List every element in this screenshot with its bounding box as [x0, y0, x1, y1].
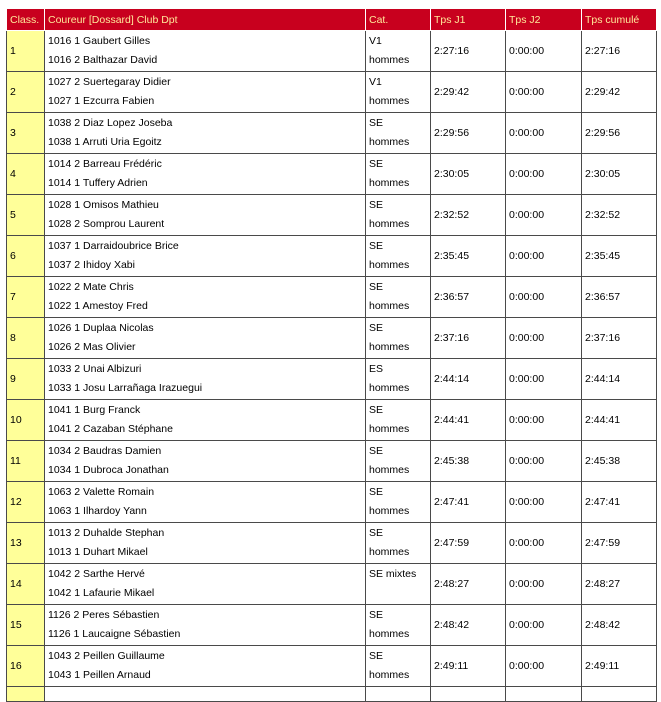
time-day2-cell: 0:00:00: [506, 277, 582, 318]
category-cell: [366, 523, 431, 564]
header-time-total: Tps cumulé: [582, 9, 657, 31]
table-row: [7, 400, 657, 441]
category-line-1: SE: [369, 609, 384, 621]
runner-2: 1014 1 Tuffery Adrien: [48, 177, 148, 189]
time-day1-cell: 2:48:27: [431, 564, 506, 605]
runner-2: 1033 1 Josu Larrañaga Irazuegui: [48, 382, 203, 394]
category-line-1: SE: [369, 445, 384, 457]
time-day2-cell: 0:00:00: [506, 236, 582, 277]
runners-cell: [45, 236, 366, 277]
results-body: [7, 31, 657, 702]
runner-2: 1043 1 Peillen Arnaud: [48, 669, 151, 681]
category-line-1: SE: [369, 322, 384, 334]
category-cell: [366, 195, 431, 236]
table-row: [7, 523, 657, 564]
runner-2: 1027 1 Ezcurra Fabien: [48, 95, 155, 107]
table-row: [7, 31, 657, 72]
category-line-2: hommes: [369, 136, 410, 148]
time-total-cell: 2:29:42: [582, 72, 657, 113]
category-line-1: SE: [369, 404, 384, 416]
time-total-cell: 2:27:16: [582, 31, 657, 72]
category-cell: [366, 154, 431, 195]
time-day2-cell: 0:00:00: [506, 195, 582, 236]
runner-1: 1038 2 Diaz Lopez Joseba: [48, 117, 173, 129]
table-row: [7, 605, 657, 646]
time-day1-cell: 2:27:16: [431, 31, 506, 72]
time-total-cell: 2:45:38: [582, 441, 657, 482]
runners-cell: [45, 400, 366, 441]
table-row: [7, 318, 657, 359]
category-cell: [366, 236, 431, 277]
runner-1: 1034 2 Baudras Damien: [48, 445, 162, 457]
rank-cell: 11: [7, 441, 45, 482]
time-day1-cell: 2:47:41: [431, 482, 506, 523]
time-day1-cell: 2:47:59: [431, 523, 506, 564]
category-line-1: V1: [369, 76, 382, 88]
time-day1-cell: 2:29:42: [431, 72, 506, 113]
category-line-1: SE: [369, 527, 384, 539]
runners-cell: [45, 605, 366, 646]
category-line-2: hommes: [369, 505, 410, 517]
category-cell: [366, 359, 431, 400]
table-row-partial: [7, 687, 657, 702]
category-line-1: SE: [369, 117, 384, 129]
time-day2-cell: 0:00:00: [506, 154, 582, 195]
header-time-day1: Tps J1: [431, 9, 506, 31]
results-table: [6, 8, 657, 702]
table-row: [7, 236, 657, 277]
time-day1-cell: 2:45:38: [431, 441, 506, 482]
runners-cell: [45, 154, 366, 195]
time-day2-cell: 0:00:00: [506, 359, 582, 400]
runner-1: 1042 2 Sarthe Hervé: [48, 568, 145, 580]
time-day2-cell: 0:00:00: [506, 564, 582, 605]
time-day1-cell: 2:44:14: [431, 359, 506, 400]
runner-2: 1042 1 Lafaurie Mikael: [48, 587, 155, 599]
category-line-2: hommes: [369, 382, 410, 394]
time-day1-cell: 2:32:52: [431, 195, 506, 236]
time-total-cell: 2:49:11: [582, 646, 657, 687]
time-day1-cell: 2:44:41: [431, 400, 506, 441]
time-total-cell: 2:35:45: [582, 236, 657, 277]
runner-2: 1034 1 Dubroca Jonathan: [48, 464, 169, 476]
header-category: Cat.: [366, 9, 431, 31]
category-line-2: hommes: [369, 628, 410, 640]
time-day2-cell: 0:00:00: [506, 523, 582, 564]
category-line-2: hommes: [369, 177, 410, 189]
category-line-1: SE: [369, 158, 384, 170]
category-cell: [366, 564, 431, 605]
category-cell: [366, 482, 431, 523]
runner-2: 1016 2 Balthazar David: [48, 54, 158, 66]
time-total-cell: 2:47:59: [582, 523, 657, 564]
runners-cell: [45, 113, 366, 154]
category-line-1: SE mixtes: [369, 568, 417, 580]
runner-2: 1026 2 Mas Olivier: [48, 341, 136, 353]
table-row: [7, 154, 657, 195]
time-day2-cell: 0:00:00: [506, 72, 582, 113]
table-row: [7, 72, 657, 113]
runners-cell: [45, 523, 366, 564]
table-row: [7, 564, 657, 605]
runner-1: 1026 1 Duplaa Nicolas: [48, 322, 154, 334]
time-total-cell: 2:37:16: [582, 318, 657, 359]
time-day1-cell: 2:37:16: [431, 318, 506, 359]
time-day2-cell: 0:00:00: [506, 113, 582, 154]
runners-cell: [45, 72, 366, 113]
header-runners: Coureur [Dossard] Club Dpt: [45, 9, 366, 31]
time-day2-cell: 0:00:00: [506, 31, 582, 72]
time-day1-cell: 2:35:45: [431, 236, 506, 277]
runners-cell: [45, 31, 366, 72]
category-line-2: hommes: [369, 464, 410, 476]
table-row: [7, 359, 657, 400]
runners-cell: [45, 318, 366, 359]
time-day1-cell: 2:30:05: [431, 154, 506, 195]
runner-1: 1033 2 Unai Albizuri: [48, 363, 142, 375]
time-day1-cell: 2:49:11: [431, 646, 506, 687]
category-line-1: V1: [369, 35, 382, 47]
runner-1: 1126 2 Peres Sébastien: [48, 609, 160, 621]
rank-cell: 5: [7, 195, 45, 236]
rank-cell: 4: [7, 154, 45, 195]
runner-1: 1022 2 Mate Chris: [48, 281, 134, 293]
runner-1: 1063 2 Valette Romain: [48, 486, 155, 498]
runner-2: 1013 1 Duhart Mikael: [48, 546, 148, 558]
category-line-1: SE: [369, 486, 384, 498]
category-cell: [366, 400, 431, 441]
time-day2-cell: 0:00:00: [506, 400, 582, 441]
category-line-2: hommes: [369, 546, 410, 558]
category-line-2: hommes: [369, 95, 410, 107]
runner-1: 1037 1 Darraidoubrice Brice: [48, 240, 179, 252]
rank-cell: 10: [7, 400, 45, 441]
time-total-cell: 2:36:57: [582, 277, 657, 318]
runners-cell: [45, 195, 366, 236]
time-day2-cell: 0:00:00: [506, 441, 582, 482]
category-line-1: SE: [369, 240, 384, 252]
runners-cell: [45, 277, 366, 318]
rank-cell: 12: [7, 482, 45, 523]
runner-2: 1041 2 Cazaban Stéphane: [48, 423, 173, 435]
time-total-cell: 2:30:05: [582, 154, 657, 195]
category-cell: [366, 646, 431, 687]
time-day1-cell: 2:36:57: [431, 277, 506, 318]
time-total-cell: 2:29:56: [582, 113, 657, 154]
category-cell: [366, 113, 431, 154]
category-cell: [366, 605, 431, 646]
runner-1: 1028 1 Omisos Mathieu: [48, 199, 159, 211]
category-line-2: hommes: [369, 669, 410, 681]
category-cell: [366, 318, 431, 359]
time-day2-cell: 0:00:00: [506, 318, 582, 359]
runner-2: 1038 1 Arruti Uria Egoitz: [48, 136, 162, 148]
table-row: [7, 113, 657, 154]
category-cell: [366, 441, 431, 482]
time-day2-cell: 0:00:00: [506, 605, 582, 646]
rank-cell: 16: [7, 646, 45, 687]
rank-cell: 6: [7, 236, 45, 277]
header-rank: Class.: [7, 9, 45, 31]
runners-cell: [45, 482, 366, 523]
category-line-1: SE: [369, 199, 384, 211]
category-line-2: hommes: [369, 54, 410, 66]
category-line-2: [369, 585, 430, 604]
time-day1-cell: 2:48:42: [431, 605, 506, 646]
category-line-1: SE: [369, 650, 384, 662]
rank-cell: 3: [7, 113, 45, 154]
runner-2: 1022 1 Amestoy Fred: [48, 300, 148, 312]
category-line-1: ES: [369, 363, 384, 375]
time-total-cell: 2:32:52: [582, 195, 657, 236]
runner-1: 1013 2 Duhalde Stephan: [48, 527, 165, 539]
table-row: [7, 277, 657, 318]
table-row: [7, 482, 657, 523]
category-line-1: SE: [369, 281, 384, 293]
rank-cell: 14: [7, 564, 45, 605]
runner-2: 1037 2 Ihidoy Xabi: [48, 259, 135, 271]
time-day2-cell: 0:00:00: [506, 646, 582, 687]
runner-1: 1016 1 Gaubert Gilles: [48, 35, 151, 47]
runner-2: 1063 1 Ilhardoy Yann: [48, 505, 147, 517]
time-day1-cell: 2:29:56: [431, 113, 506, 154]
runners-cell: [45, 564, 366, 605]
rank-cell: 13: [7, 523, 45, 564]
category-line-2: hommes: [369, 259, 410, 271]
time-total-cell: 2:48:42: [582, 605, 657, 646]
category-line-2: hommes: [369, 300, 410, 312]
rank-cell: 9: [7, 359, 45, 400]
category-line-2: hommes: [369, 218, 410, 230]
table-row: [7, 646, 657, 687]
runners-cell: [45, 441, 366, 482]
category-cell: [366, 31, 431, 72]
rank-cell: 15: [7, 605, 45, 646]
runner-1: 1027 2 Suertegaray Didier: [48, 76, 171, 88]
header-time-day2: Tps J2: [506, 9, 582, 31]
runner-2: 1126 1 Laucaigne Sébastien: [48, 628, 181, 640]
time-day2-cell: 0:00:00: [506, 482, 582, 523]
runner-1: 1014 2 Barreau Frédéric: [48, 158, 162, 170]
category-line-2: hommes: [369, 423, 410, 435]
time-total-cell: 2:44:14: [582, 359, 657, 400]
runner-2: 1028 2 Somprou Laurent: [48, 218, 165, 230]
header-row: [7, 9, 657, 31]
runner-1: 1041 1 Burg Franck: [48, 404, 141, 416]
category-line-2: hommes: [369, 341, 410, 353]
table-row: [7, 441, 657, 482]
rank-cell: 7: [7, 277, 45, 318]
category-cell: [366, 72, 431, 113]
runners-cell: [45, 646, 366, 687]
runner-1: 1043 2 Peillen Guillaume: [48, 650, 165, 662]
category-cell: [366, 277, 431, 318]
runners-cell: [45, 359, 366, 400]
rank-cell: 2: [7, 72, 45, 113]
rank-cell: 8: [7, 318, 45, 359]
time-total-cell: 2:47:41: [582, 482, 657, 523]
time-total-cell: 2:48:27: [582, 564, 657, 605]
rank-cell: 1: [7, 31, 45, 72]
table-row: [7, 195, 657, 236]
time-total-cell: 2:44:41: [582, 400, 657, 441]
